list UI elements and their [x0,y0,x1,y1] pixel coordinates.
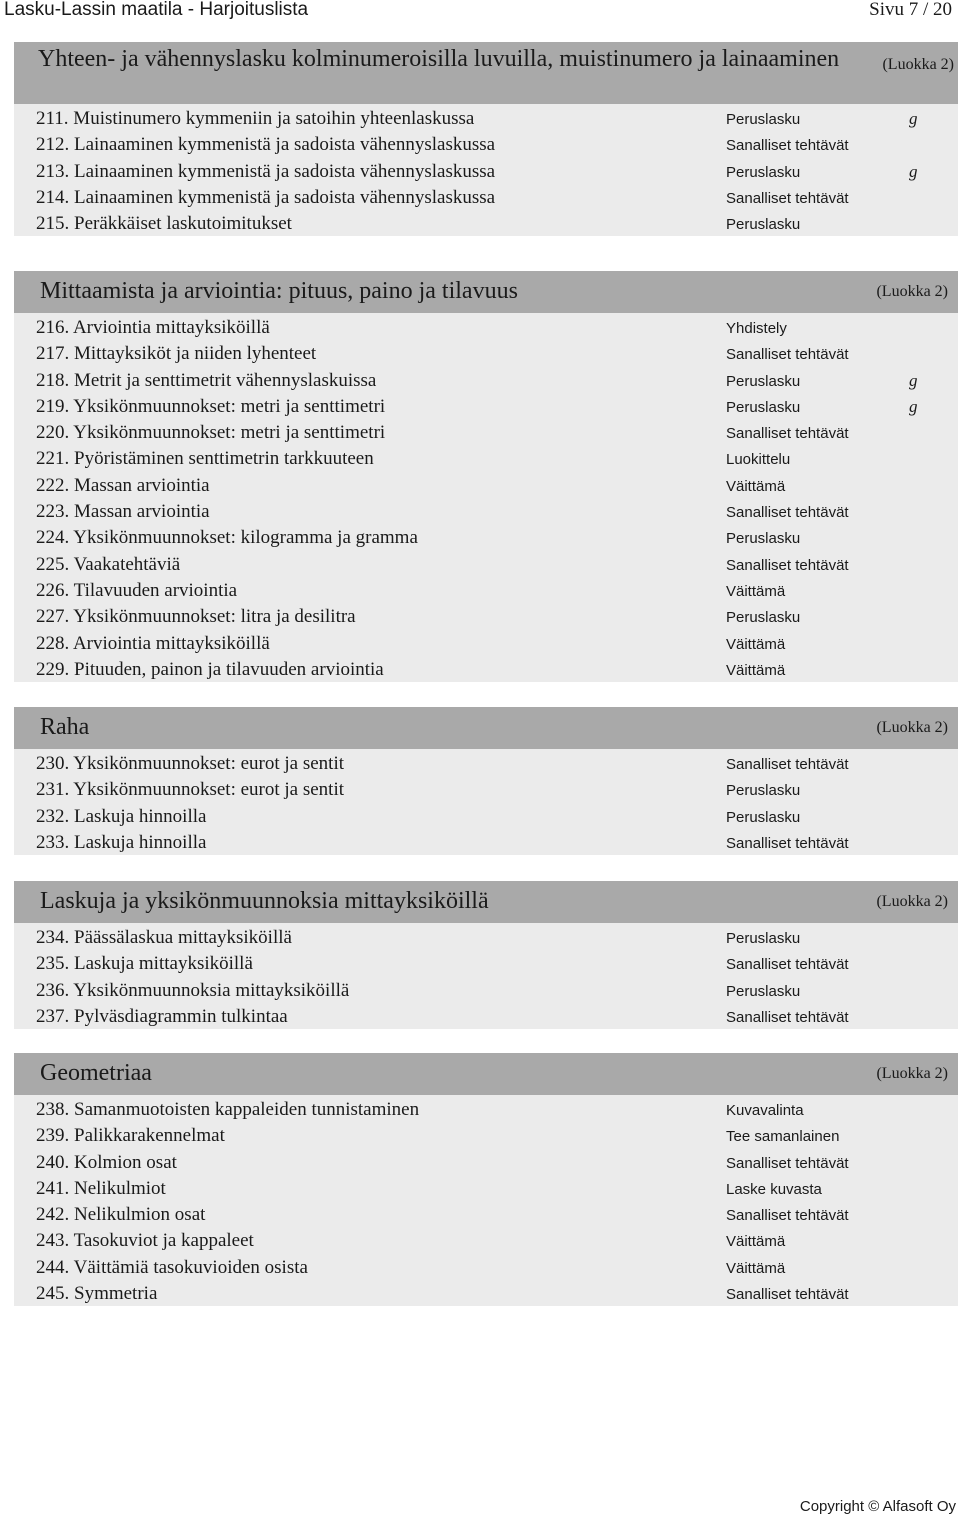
exercise-type: Väittämä [726,1233,786,1251]
exercise-type: Sanalliset tehtävät [726,556,849,574]
exercise-title[interactable]: 231. Yksikönmuunnokset: eurot ja sentit [36,779,345,801]
exercise-row[interactable] [14,210,958,236]
section-title: Geometriaa [40,1060,152,1086]
section-header [14,881,958,923]
exercise-type: Peruslasku [726,808,801,826]
exercise-row[interactable] [14,498,958,524]
section-title: Laskuja ja yksikönmuunnoksia mittayksiköillä [40,888,489,914]
exercise-title[interactable]: 237. Pylväsdiagrammin tulkintaa [36,1005,288,1027]
exercise-type: Sanalliset tehtävät [726,137,849,155]
exercise-type: Sanalliset tehtävät [726,189,849,207]
section-title: Mittaamista ja arviointia: pituus, paino ja tilavuus [40,278,518,304]
exercise-mark: g [909,396,918,416]
exercise-title[interactable]: 233. Laskuja hinnoilla [36,831,207,853]
exercise-title[interactable]: 229. Pituuden, painon ja tilavuuden arviointia [36,658,384,680]
exercise-title[interactable]: 218. Metrit ja senttimetrit vähennyslaskuissa [36,369,377,391]
exercise-rows [14,923,958,1029]
exercise-row[interactable] [14,314,958,340]
exercise-type: Peruslasku [726,782,801,800]
section [14,707,958,855]
section [14,1053,958,1306]
exercise-row[interactable] [14,924,958,950]
exercise-row[interactable] [14,472,958,498]
exercise-type: Peruslasku [726,111,801,128]
exercise-title[interactable]: 211. Muistinumero kymmeniin ja satoihin yhteenlaskussa [36,108,475,129]
exercise-row[interactable] [14,1149,958,1175]
exercise-row[interactable] [14,131,958,157]
exercise-type: Sanalliset tehtävät [726,1154,849,1172]
exercise-type: Peruslasku [726,163,801,181]
section-grade: (Luokka 2) [882,56,954,73]
exercise-title[interactable]: 238. Samanmuotoisten kappaleiden tunnistaminen [36,1099,420,1120]
exercise-row[interactable] [14,950,958,976]
section-grade: (Luokka 2) [876,283,948,300]
exercise-row[interactable] [14,184,958,210]
section-header [14,271,958,313]
exercise-title[interactable]: 239. Palikkarakennelmat [36,1125,225,1147]
section [14,42,958,236]
exercise-row[interactable] [14,577,958,603]
exercise-row[interactable] [14,776,958,802]
exercise-title[interactable]: 215. Peräkkäiset laskutoimitukset [36,213,292,235]
exercise-title[interactable]: 214. Lainaaminen kymmenistä ja sadoista vähennyslaskussa [36,186,496,208]
exercise-type: Sanalliset tehtävät [726,756,849,773]
exercise-type: Väittämä [726,635,786,653]
exercise-row[interactable] [14,158,958,184]
exercise-rows [14,313,958,682]
exercise-title[interactable]: 219. Yksikönmuunnokset: metri ja senttimetri [36,395,386,417]
section-header [14,707,958,749]
exercise-row[interactable] [14,977,958,1003]
page-header [4,0,956,22]
exercise-row[interactable] [14,1096,958,1122]
exercise-title[interactable]: 232. Laskuja hinnoilla [36,805,207,827]
exercise-row[interactable] [14,630,958,656]
exercise-row[interactable] [14,1254,958,1280]
exercise-title[interactable]: 230. Yksikönmuunnokset: eurot ja sentit [36,753,345,774]
exercise-type: Tee samanlainen [726,1128,840,1146]
exercise-mark: g [909,370,918,390]
exercise-type: Sanalliset tehtävät [726,504,849,522]
exercise-mark: g [909,161,918,181]
exercise-rows [14,749,958,855]
exercise-title[interactable]: 223. Massan arviointia [36,501,210,523]
exercise-title[interactable]: 245. Symmetria [36,1283,158,1305]
exercise-row[interactable] [14,419,958,445]
exercise-title[interactable]: 227. Yksikönmuunnokset: litra ja desilitra [36,606,356,628]
exercise-type: Väittämä [726,582,786,600]
exercise-type: Sanalliset tehtävät [726,1008,849,1026]
exercise-type: Peruslasku [726,372,801,390]
exercise-type: Väittämä [726,477,786,495]
exercise-title[interactable]: 221. Pyöristäminen senttimetrin tarkkuuteen [36,448,374,470]
exercise-type: Peruslasku [726,930,801,947]
exercise-rows [14,1095,958,1306]
exercise-row[interactable] [14,1122,958,1148]
exercise-type: Peruslasku [726,982,801,1000]
exercise-type: Sanalliset tehtävät [726,834,849,852]
copyright-footer: Copyright © Alfasoft Oy [799,1498,956,1515]
page-number: Sivu 7 / 20 [869,0,952,20]
exercise-type: Sanalliset tehtävät [726,425,849,443]
exercise-row[interactable] [14,656,958,682]
exercise-row[interactable] [14,750,958,776]
section-grade: (Luokka 2) [876,893,948,910]
exercise-type: Laske kuvasta [726,1180,822,1198]
exercise-row[interactable] [14,603,958,629]
exercise-title[interactable]: 216. Arviointia mittayksiköillä [36,317,270,338]
exercise-row[interactable] [14,1280,958,1306]
exercise-title[interactable]: 212. Lainaaminen kymmenistä ja sadoista vähennyslaskussa [36,134,496,156]
exercise-title[interactable]: 226. Tilavuuden arviointia [36,579,238,601]
exercise-row[interactable] [14,1201,958,1227]
exercise-rows [14,104,958,236]
exercise-type: Sanalliset tehtävät [726,346,849,364]
exercise-mark: g [909,109,918,128]
section-title: Raha [40,714,90,740]
exercise-title[interactable]: 243. Tasokuviot ja kappaleet [36,1230,254,1252]
exercise-title[interactable]: 213. Lainaaminen kymmenistä ja sadoista vähennyslaskussa [36,160,496,182]
exercise-type: Luokittelu [726,451,791,469]
exercise-type: Väittämä [726,661,786,679]
exercise-row[interactable] [14,1003,958,1029]
exercise-type: Sanalliset tehtävät [726,1286,849,1304]
exercise-type: Sanalliset tehtävät [726,956,849,974]
exercise-row[interactable] [14,340,958,366]
exercise-title[interactable]: 222. Massan arviointia [36,474,210,496]
exercise-title[interactable]: 244. Väittämiä tasokuvioiden osista [36,1256,308,1278]
exercise-row[interactable] [14,393,958,419]
exercise-title[interactable]: 220. Yksikönmuunnokset: metri ja senttimetri [36,422,386,444]
exercise-type: Peruslasku [726,216,801,234]
exercise-title[interactable]: 217. Mittayksiköt ja niiden lyhenteet [36,343,317,365]
exercise-row[interactable] [14,829,958,855]
exercise-title[interactable]: 236. Yksikönmuunnoksia mittayksiköillä [36,979,350,1001]
exercise-title[interactable]: 225. Vaakatehtäviä [36,553,181,575]
exercise-title[interactable]: 228. Arviointia mittayksiköillä [36,632,270,654]
exercise-title[interactable]: 240. Kolmion osat [36,1151,177,1173]
section-header [14,42,958,104]
exercise-row[interactable] [14,1175,958,1201]
section [14,881,958,1029]
exercise-row[interactable] [14,105,958,131]
exercise-row[interactable] [14,1227,958,1253]
exercise-title[interactable]: 242. Nelikulmion osat [36,1204,206,1226]
exercise-type: Väittämä [726,1259,786,1277]
section-grade: (Luokka 2) [876,719,948,736]
section [14,271,958,682]
exercise-title[interactable]: 241. Nelikulmiot [36,1177,166,1199]
exercise-row[interactable] [14,524,958,550]
exercise-title[interactable]: 224. Yksikönmuunnokset: kilogramma ja gramma [36,527,418,549]
exercise-type: Yhdistely [726,320,787,337]
exercise-type: Peruslasku [726,398,801,416]
exercise-title[interactable]: 235. Laskuja mittayksiköillä [36,953,253,975]
exercise-type: Peruslasku [726,609,801,627]
exercise-row[interactable] [14,445,958,471]
exercise-title[interactable]: 234. Päässälaskua mittayksiköillä [36,927,292,948]
section-title: Yhteen- ja vähennyslasku kolminumeroisilla luvuilla, muistinumero ja lainaaminen [38,46,840,72]
exercise-row[interactable] [14,367,958,393]
exercise-row[interactable] [14,551,958,577]
document-title: Lasku-Lassin maatila - Harjoituslista [4,0,309,20]
exercise-type: Kuvavalinta [726,1102,804,1119]
section-header [14,1053,958,1095]
exercise-row[interactable] [14,803,958,829]
exercise-type: Sanalliset tehtävät [726,1207,849,1225]
section-grade: (Luokka 2) [876,1065,948,1082]
exercise-type: Peruslasku [726,530,801,548]
